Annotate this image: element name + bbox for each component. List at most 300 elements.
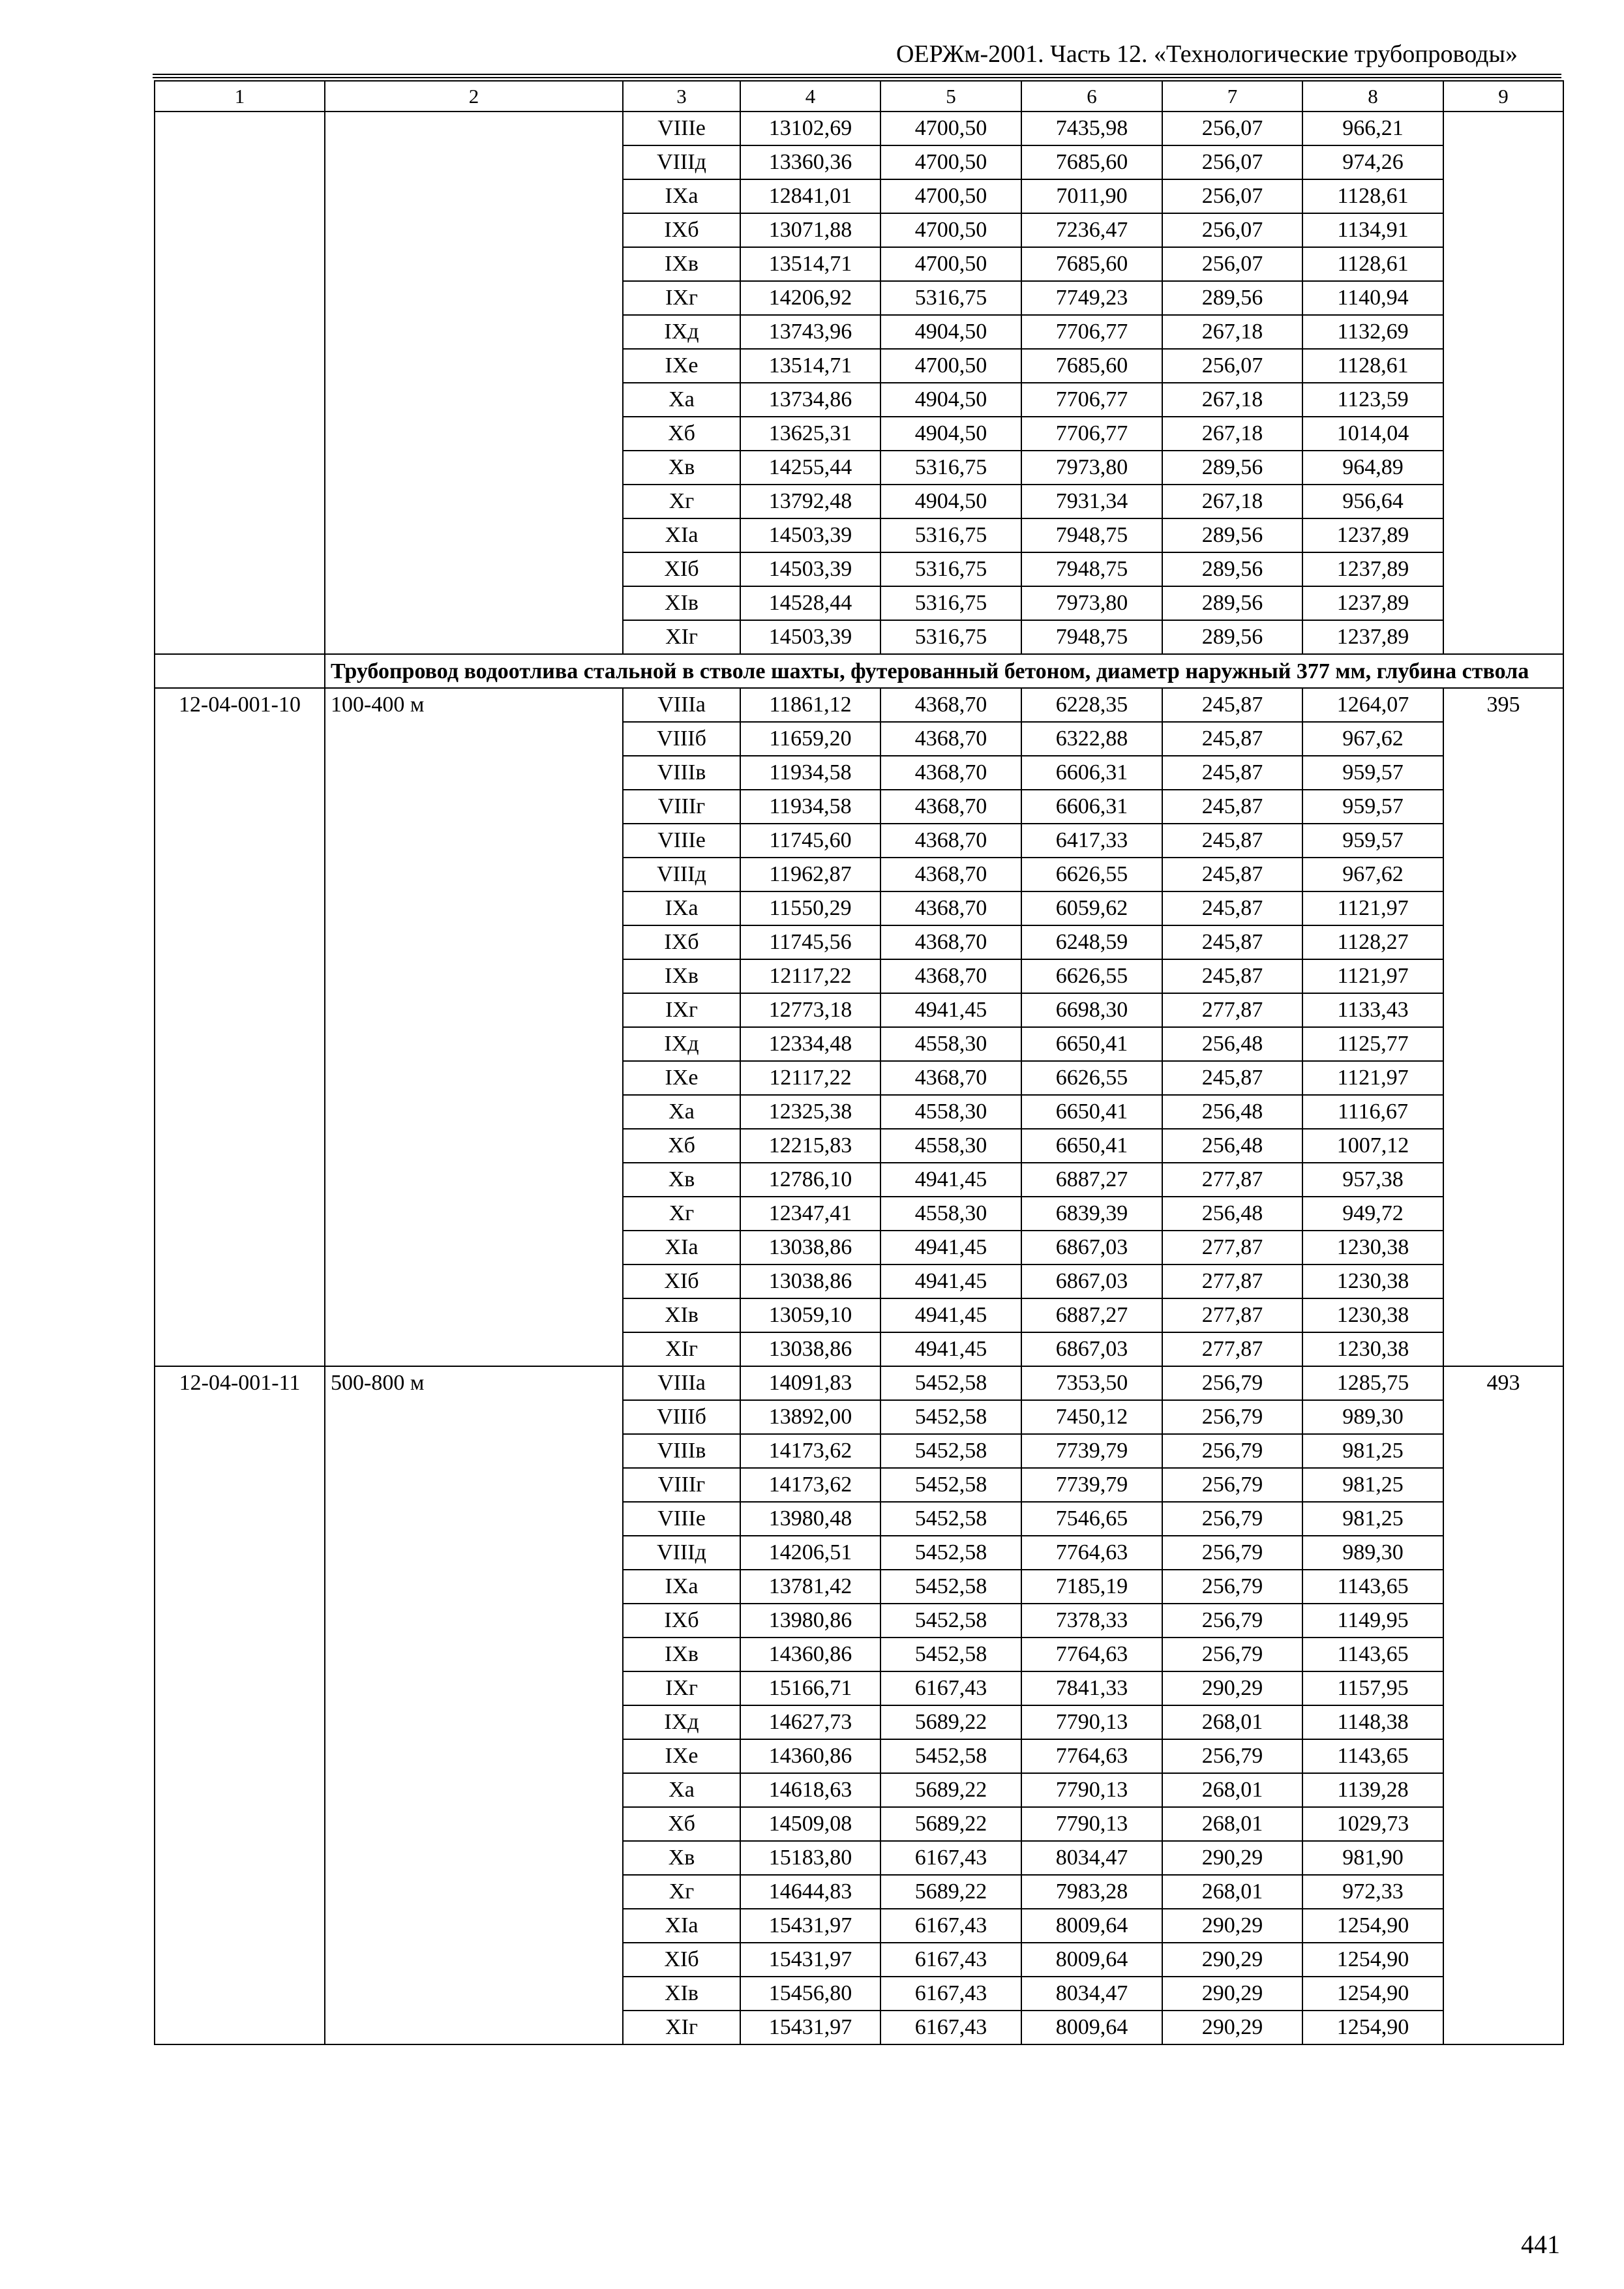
value-cell: 1143,65 xyxy=(1302,1570,1443,1604)
value-cell: 5452,58 xyxy=(880,1400,1021,1434)
value-cell: 4904,50 xyxy=(880,383,1021,417)
column-number: 5 xyxy=(880,81,1021,112)
value-cell: 7764,63 xyxy=(1021,1638,1162,1671)
value-cell: 5689,22 xyxy=(880,1875,1021,1909)
value-cell: 4558,30 xyxy=(880,1095,1021,1129)
value-cell: 7764,63 xyxy=(1021,1536,1162,1570)
value-cell: 6248,59 xyxy=(1021,925,1162,959)
value-cell: 12841,01 xyxy=(740,179,880,213)
value-cell: 7948,75 xyxy=(1021,620,1162,654)
value-cell: 4700,50 xyxy=(880,145,1021,179)
value-cell: 6167,43 xyxy=(880,1909,1021,1943)
rate-code: 12-04-001-10 xyxy=(155,688,325,1366)
value-cell: 7378,33 xyxy=(1021,1604,1162,1638)
zone-code: VIIIе xyxy=(623,1502,740,1536)
zone-code: VIIIб xyxy=(623,1400,740,1434)
value-cell: 245,87 xyxy=(1162,959,1302,993)
zone-code: Xа xyxy=(623,1095,740,1129)
value-cell: 13038,86 xyxy=(740,1332,880,1366)
zone-code: IXг xyxy=(623,1671,740,1705)
value-cell: 12117,22 xyxy=(740,959,880,993)
value-cell: 8034,47 xyxy=(1021,1841,1162,1875)
value-cell: 7790,13 xyxy=(1021,1773,1162,1807)
value-cell: 4941,45 xyxy=(880,1231,1021,1264)
value-cell: 949,72 xyxy=(1302,1197,1443,1231)
value-cell: 1128,27 xyxy=(1302,925,1443,959)
value-cell: 7973,80 xyxy=(1021,586,1162,620)
zone-code: XIв xyxy=(623,1977,740,2011)
zone-code: Xв xyxy=(623,1841,740,1875)
value-cell: 964,89 xyxy=(1302,451,1443,485)
value-cell: 989,30 xyxy=(1302,1400,1443,1434)
value-cell: 4368,70 xyxy=(880,790,1021,824)
value-cell: 6650,41 xyxy=(1021,1129,1162,1163)
value-cell: 13059,10 xyxy=(740,1298,880,1332)
value-cell: 1237,89 xyxy=(1302,518,1443,552)
zone-code: VIIIб xyxy=(623,722,740,756)
value-cell: 290,29 xyxy=(1162,1977,1302,2011)
value-cell: 6698,30 xyxy=(1021,993,1162,1027)
value-cell: 959,57 xyxy=(1302,756,1443,790)
value-cell: 268,01 xyxy=(1162,1773,1302,1807)
value-cell: 8009,64 xyxy=(1021,2011,1162,2044)
header-rule xyxy=(153,74,1561,78)
value-cell: 6650,41 xyxy=(1021,1027,1162,1061)
value-cell: 268,01 xyxy=(1162,1807,1302,1841)
value-cell: 4368,70 xyxy=(880,891,1021,925)
value-cell: 14618,63 xyxy=(740,1773,880,1807)
value-cell: 12786,10 xyxy=(740,1163,880,1197)
value-cell: 12334,48 xyxy=(740,1027,880,1061)
value-cell: 6167,43 xyxy=(880,1977,1021,2011)
value-cell: 14509,08 xyxy=(740,1807,880,1841)
value-cell: 1230,38 xyxy=(1302,1332,1443,1366)
value-cell: 1132,69 xyxy=(1302,315,1443,349)
value-cell: 15431,97 xyxy=(740,2011,880,2044)
value-cell: 966,21 xyxy=(1302,112,1443,145)
value-cell: 7973,80 xyxy=(1021,451,1162,485)
value-cell: 7546,65 xyxy=(1021,1502,1162,1536)
value-cell: 289,56 xyxy=(1162,586,1302,620)
value-cell: 1237,89 xyxy=(1302,620,1443,654)
value-cell: 14627,73 xyxy=(740,1705,880,1739)
value-cell: 14255,44 xyxy=(740,451,880,485)
value-cell: 13514,71 xyxy=(740,247,880,281)
value-cell: 6650,41 xyxy=(1021,1095,1162,1129)
value-cell: 290,29 xyxy=(1162,1841,1302,1875)
value-cell: 5452,58 xyxy=(880,1502,1021,1536)
value-cell: 277,87 xyxy=(1162,1298,1302,1332)
column-number: 3 xyxy=(623,81,740,112)
value-cell: 7739,79 xyxy=(1021,1434,1162,1468)
value-cell: 15431,97 xyxy=(740,1943,880,1977)
value-cell: 981,25 xyxy=(1302,1468,1443,1502)
value-cell: 981,90 xyxy=(1302,1841,1443,1875)
value-cell: 967,62 xyxy=(1302,858,1443,891)
zone-code: IXд xyxy=(623,315,740,349)
value-cell: 5452,58 xyxy=(880,1434,1021,1468)
value-cell: 1254,90 xyxy=(1302,1909,1443,1943)
page-number: 441 xyxy=(1521,2230,1560,2259)
zone-code: IXб xyxy=(623,213,740,247)
value-cell: 7706,77 xyxy=(1021,383,1162,417)
value-cell: 5452,58 xyxy=(880,1638,1021,1671)
value-cell: 256,79 xyxy=(1162,1638,1302,1671)
value-cell: 4368,70 xyxy=(880,959,1021,993)
value-cell: 13792,48 xyxy=(740,485,880,518)
value-cell: 972,33 xyxy=(1302,1875,1443,1909)
value-cell: 11962,87 xyxy=(740,858,880,891)
zone-code: IXе xyxy=(623,1739,740,1773)
value-cell: 289,56 xyxy=(1162,281,1302,315)
value-cell: 4700,50 xyxy=(880,112,1021,145)
value-cell: 4368,70 xyxy=(880,688,1021,722)
zone-code: IXг xyxy=(623,993,740,1027)
value-cell: 1230,38 xyxy=(1302,1231,1443,1264)
zone-code: IXв xyxy=(623,247,740,281)
zone-code: IXб xyxy=(623,925,740,959)
value-cell: 5452,58 xyxy=(880,1366,1021,1400)
value-cell: 7236,47 xyxy=(1021,213,1162,247)
value-cell: 4368,70 xyxy=(880,824,1021,858)
zone-code: IXв xyxy=(623,959,740,993)
value-cell: 5316,75 xyxy=(880,620,1021,654)
value-cell: 5452,58 xyxy=(880,1468,1021,1502)
value-cell: 13734,86 xyxy=(740,383,880,417)
value-cell: 256,48 xyxy=(1162,1095,1302,1129)
value-cell: 245,87 xyxy=(1162,824,1302,858)
value-cell: 6059,62 xyxy=(1021,891,1162,925)
value-cell: 4558,30 xyxy=(880,1197,1021,1231)
value-cell: 4904,50 xyxy=(880,417,1021,451)
value-cell: 245,87 xyxy=(1162,790,1302,824)
value-cell: 14206,51 xyxy=(740,1536,880,1570)
value-cell: 277,87 xyxy=(1162,993,1302,1027)
value-cell: 245,87 xyxy=(1162,1061,1302,1095)
rate-code xyxy=(155,112,325,654)
value-cell: 7790,13 xyxy=(1021,1705,1162,1739)
value-cell: 256,48 xyxy=(1162,1027,1302,1061)
zone-code: XIг xyxy=(623,2011,740,2044)
value-cell: 4558,30 xyxy=(880,1027,1021,1061)
value-cell: 7948,75 xyxy=(1021,518,1162,552)
value-cell: 4904,50 xyxy=(880,485,1021,518)
value-cell: 256,07 xyxy=(1162,213,1302,247)
value-cell: 14360,86 xyxy=(740,1638,880,1671)
value-cell: 1230,38 xyxy=(1302,1264,1443,1298)
value-cell: 267,18 xyxy=(1162,383,1302,417)
value-cell: 1237,89 xyxy=(1302,552,1443,586)
value-cell: 256,07 xyxy=(1162,145,1302,179)
value-cell: 5316,75 xyxy=(880,586,1021,620)
value-cell: 14503,39 xyxy=(740,552,880,586)
value-cell: 4368,70 xyxy=(880,1061,1021,1095)
column-9-value: 493 xyxy=(1443,1366,1563,2044)
table-row xyxy=(155,1366,1563,1400)
value-cell: 7011,90 xyxy=(1021,179,1162,213)
value-cell: 4941,45 xyxy=(880,1264,1021,1298)
value-cell: 245,87 xyxy=(1162,722,1302,756)
zone-code: VIIIд xyxy=(623,858,740,891)
zone-code: XIа xyxy=(623,1909,740,1943)
value-cell: 256,07 xyxy=(1162,349,1302,383)
value-cell: 256,48 xyxy=(1162,1197,1302,1231)
zone-code: VIIIв xyxy=(623,756,740,790)
value-cell: 256,79 xyxy=(1162,1400,1302,1434)
value-cell: 256,79 xyxy=(1162,1536,1302,1570)
zone-code: IXг xyxy=(623,281,740,315)
value-cell: 15166,71 xyxy=(740,1671,880,1705)
value-cell: 13743,96 xyxy=(740,315,880,349)
value-cell: 11861,12 xyxy=(740,688,880,722)
zone-code: XIб xyxy=(623,1264,740,1298)
value-cell: 1149,95 xyxy=(1302,1604,1443,1638)
value-cell: 256,79 xyxy=(1162,1739,1302,1773)
value-cell: 7739,79 xyxy=(1021,1468,1162,1502)
value-cell: 1007,12 xyxy=(1302,1129,1443,1163)
value-cell: 4558,30 xyxy=(880,1129,1021,1163)
value-cell: 245,87 xyxy=(1162,688,1302,722)
value-cell: 13625,31 xyxy=(740,417,880,451)
value-cell: 14173,62 xyxy=(740,1468,880,1502)
value-cell: 4368,70 xyxy=(880,722,1021,756)
value-cell: 290,29 xyxy=(1162,1671,1302,1705)
rates-table xyxy=(154,80,1564,2045)
value-cell: 6626,55 xyxy=(1021,1061,1162,1095)
value-cell: 13038,86 xyxy=(740,1231,880,1264)
value-cell: 1134,91 xyxy=(1302,213,1443,247)
value-cell: 1230,38 xyxy=(1302,1298,1443,1332)
value-cell: 4700,50 xyxy=(880,247,1021,281)
value-cell: 256,79 xyxy=(1162,1502,1302,1536)
value-cell: 1121,97 xyxy=(1302,1061,1443,1095)
value-cell: 1157,95 xyxy=(1302,1671,1443,1705)
value-cell: 4941,45 xyxy=(880,1332,1021,1366)
value-cell: 289,56 xyxy=(1162,620,1302,654)
value-cell: 7948,75 xyxy=(1021,552,1162,586)
zone-code: Xб xyxy=(623,1807,740,1841)
zone-code: VIIIг xyxy=(623,790,740,824)
zone-code: XIг xyxy=(623,1332,740,1366)
value-cell: 6839,39 xyxy=(1021,1197,1162,1231)
zone-code: XIб xyxy=(623,1943,740,1977)
shaft-depth xyxy=(325,112,623,654)
value-cell: 267,18 xyxy=(1162,485,1302,518)
value-cell: 290,29 xyxy=(1162,1943,1302,1977)
value-cell: 13514,71 xyxy=(740,349,880,383)
value-cell: 5452,58 xyxy=(880,1604,1021,1638)
value-cell: 15431,97 xyxy=(740,1909,880,1943)
zone-code: Xг xyxy=(623,485,740,518)
value-cell: 1143,65 xyxy=(1302,1638,1443,1671)
zone-code: XIб xyxy=(623,552,740,586)
column-number: 1 xyxy=(155,81,325,112)
value-cell: 13892,00 xyxy=(740,1400,880,1434)
value-cell: 267,18 xyxy=(1162,315,1302,349)
value-cell: 5452,58 xyxy=(880,1536,1021,1570)
value-cell: 981,25 xyxy=(1302,1502,1443,1536)
value-cell: 5689,22 xyxy=(880,1773,1021,1807)
value-cell: 6626,55 xyxy=(1021,858,1162,891)
table-row xyxy=(155,688,1563,722)
value-cell: 4368,70 xyxy=(880,925,1021,959)
value-cell: 245,87 xyxy=(1162,858,1302,891)
value-cell: 956,64 xyxy=(1302,485,1443,518)
value-cell: 1121,97 xyxy=(1302,959,1443,993)
value-cell: 959,57 xyxy=(1302,824,1443,858)
value-cell: 6167,43 xyxy=(880,1671,1021,1705)
shaft-depth: 100-400 м xyxy=(325,688,623,1366)
value-cell: 7685,60 xyxy=(1021,349,1162,383)
value-cell: 1123,59 xyxy=(1302,383,1443,417)
zone-code: IXе xyxy=(623,1061,740,1095)
value-cell: 5689,22 xyxy=(880,1807,1021,1841)
value-cell: 245,87 xyxy=(1162,891,1302,925)
value-cell: 4941,45 xyxy=(880,1298,1021,1332)
value-cell: 11745,60 xyxy=(740,824,880,858)
value-cell: 1254,90 xyxy=(1302,1943,1443,1977)
value-cell: 5689,22 xyxy=(880,1705,1021,1739)
value-cell: 12773,18 xyxy=(740,993,880,1027)
value-cell: 5316,75 xyxy=(880,552,1021,586)
value-cell: 1128,61 xyxy=(1302,179,1443,213)
value-cell: 8009,64 xyxy=(1021,1943,1162,1977)
column-9-value: 395 xyxy=(1443,688,1563,1366)
zone-code: IXа xyxy=(623,179,740,213)
value-cell: 6167,43 xyxy=(880,2011,1021,2044)
zone-code: VIIIа xyxy=(623,1366,740,1400)
value-cell: 277,87 xyxy=(1162,1264,1302,1298)
value-cell: 1121,97 xyxy=(1302,891,1443,925)
value-cell: 13071,88 xyxy=(740,213,880,247)
shaft-depth: 500-800 м xyxy=(325,1366,623,2044)
column-number: 7 xyxy=(1162,81,1302,112)
section-title: Трубопровод водоотлива стальной в стволе шахты, футерованный бетоном, диаметр наружный 377 мм, глубина ствола xyxy=(325,654,1563,688)
value-cell: 256,79 xyxy=(1162,1604,1302,1638)
value-cell: 7931,34 xyxy=(1021,485,1162,518)
value-cell: 6606,31 xyxy=(1021,790,1162,824)
value-cell: 14644,83 xyxy=(740,1875,880,1909)
value-cell: 14503,39 xyxy=(740,620,880,654)
zone-code: Xб xyxy=(623,1129,740,1163)
value-cell: 7685,60 xyxy=(1021,247,1162,281)
value-cell: 974,26 xyxy=(1302,145,1443,179)
value-cell: 277,87 xyxy=(1162,1163,1302,1197)
value-cell: 15456,80 xyxy=(740,1977,880,2011)
zone-code: XIв xyxy=(623,586,740,620)
value-cell: 6626,55 xyxy=(1021,959,1162,993)
value-cell: 256,79 xyxy=(1162,1366,1302,1400)
section-title-row xyxy=(155,654,1563,688)
value-cell: 1014,04 xyxy=(1302,417,1443,451)
value-cell: 1139,28 xyxy=(1302,1773,1443,1807)
value-cell: 4941,45 xyxy=(880,993,1021,1027)
value-cell: 4700,50 xyxy=(880,179,1021,213)
value-cell: 1140,94 xyxy=(1302,281,1443,315)
value-cell: 7185,19 xyxy=(1021,1570,1162,1604)
value-cell: 11550,29 xyxy=(740,891,880,925)
value-cell: 4700,50 xyxy=(880,213,1021,247)
column-number: 9 xyxy=(1443,81,1563,112)
value-cell: 290,29 xyxy=(1162,2011,1302,2044)
value-cell: 1133,43 xyxy=(1302,993,1443,1027)
zone-code: VIIIе xyxy=(623,824,740,858)
value-cell: 5316,75 xyxy=(880,518,1021,552)
value-cell: 256,48 xyxy=(1162,1129,1302,1163)
zone-code: IXд xyxy=(623,1027,740,1061)
value-cell: 13980,86 xyxy=(740,1604,880,1638)
value-cell: 11934,58 xyxy=(740,790,880,824)
value-cell: 256,79 xyxy=(1162,1468,1302,1502)
value-cell: 14173,62 xyxy=(740,1434,880,1468)
value-cell: 245,87 xyxy=(1162,925,1302,959)
value-cell: 12325,38 xyxy=(740,1095,880,1129)
column-number: 2 xyxy=(325,81,623,112)
zone-code: IXа xyxy=(623,891,740,925)
value-cell: 12117,22 xyxy=(740,1061,880,1095)
zone-code: IXд xyxy=(623,1705,740,1739)
value-cell: 289,56 xyxy=(1162,518,1302,552)
value-cell: 256,79 xyxy=(1162,1434,1302,1468)
zone-code: Xг xyxy=(623,1875,740,1909)
value-cell: 13038,86 xyxy=(740,1264,880,1298)
value-cell: 268,01 xyxy=(1162,1875,1302,1909)
value-cell: 11659,20 xyxy=(740,722,880,756)
value-cell: 1029,73 xyxy=(1302,1807,1443,1841)
value-cell: 6606,31 xyxy=(1021,756,1162,790)
value-cell: 6867,03 xyxy=(1021,1332,1162,1366)
value-cell: 6887,27 xyxy=(1021,1298,1162,1332)
column-numbers-row xyxy=(155,81,1563,112)
value-cell: 7706,77 xyxy=(1021,417,1162,451)
value-cell: 15183,80 xyxy=(740,1841,880,1875)
zone-code: Xв xyxy=(623,451,740,485)
value-cell: 957,38 xyxy=(1302,1163,1443,1197)
value-cell: 981,25 xyxy=(1302,1434,1443,1468)
value-cell: 14206,92 xyxy=(740,281,880,315)
zone-code: VIIIд xyxy=(623,1536,740,1570)
zone-code: VIIIе xyxy=(623,112,740,145)
value-cell: 256,07 xyxy=(1162,247,1302,281)
value-cell: 290,29 xyxy=(1162,1909,1302,1943)
value-cell: 7841,33 xyxy=(1021,1671,1162,1705)
value-cell: 7706,77 xyxy=(1021,315,1162,349)
value-cell: 7450,12 xyxy=(1021,1400,1162,1434)
value-cell: 1143,65 xyxy=(1302,1739,1443,1773)
value-cell: 6167,43 xyxy=(880,1943,1021,1977)
page-header: ОЕРЖм-2001. Часть 12. «Технологические трубопроводы» xyxy=(895,40,1518,68)
value-cell: 6322,88 xyxy=(1021,722,1162,756)
value-cell: 277,87 xyxy=(1162,1332,1302,1366)
value-cell: 1128,61 xyxy=(1302,247,1443,281)
value-cell: 256,07 xyxy=(1162,112,1302,145)
value-cell: 7353,50 xyxy=(1021,1366,1162,1400)
zone-code: XIа xyxy=(623,518,740,552)
zone-code: VIIIд xyxy=(623,145,740,179)
zone-code: Xа xyxy=(623,383,740,417)
zone-code: IXб xyxy=(623,1604,740,1638)
value-cell: 1148,38 xyxy=(1302,1705,1443,1739)
zone-code: XIг xyxy=(623,620,740,654)
value-cell: 6417,33 xyxy=(1021,824,1162,858)
zone-code: IXв xyxy=(623,1638,740,1671)
rate-code: 12-04-001-11 xyxy=(155,1366,325,2044)
value-cell: 256,07 xyxy=(1162,179,1302,213)
value-cell: 13980,48 xyxy=(740,1502,880,1536)
value-cell: 989,30 xyxy=(1302,1536,1443,1570)
value-cell: 5316,75 xyxy=(880,451,1021,485)
value-cell: 12347,41 xyxy=(740,1197,880,1231)
